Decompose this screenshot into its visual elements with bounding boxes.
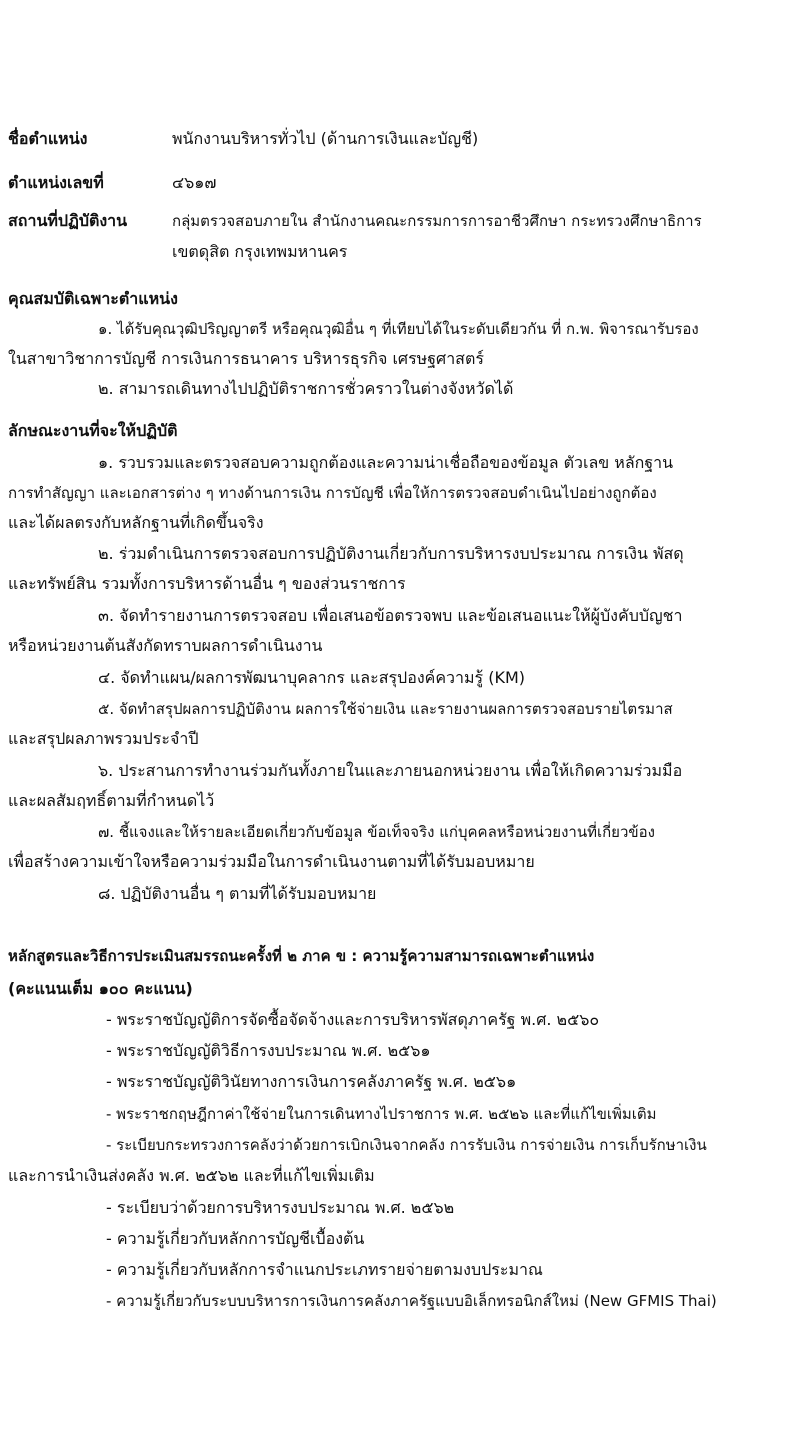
duty-5-line-2: และสรุปผลภาพรวมประจำปี: [8, 729, 199, 748]
duty-6-line-1: ๖. ประสานการทำงานร่วมกันทั้งภายในและภายนอกหน่วยงาน เพื่อให้เกิดความร่วมมือ: [98, 761, 683, 780]
qualification-item-1-line-1: ๑. ได้รับคุณวุฒิปริญญาตรี หรือคุณวุฒิอื่น ๆ ที่เทียบได้ในระดับเดียวกัน ที่ ก.พ. พิจารณารับรอง: [98, 320, 699, 338]
curriculum-item-6: - ระเบียบว่าด้วยการบริหารงบประมาณ พ.ศ. ๒๕๖๒: [106, 1198, 455, 1217]
curriculum-heading-line-2: (คะแนนเต็ม ๑๐๐ คะแนน): [8, 979, 193, 998]
duty-2-line-2: และทรัพย์สิน รวมทั้งการบริหารด้านอื่น ๆ ของส่วนราชการ: [8, 574, 406, 593]
qualification-item-1-line-2: ในสาขาวิชาการบัญชี การเงินการธนาคาร บริหารธุรกิจ เศรษฐศาสตร์: [8, 349, 484, 368]
duty-3-line-1: ๓. จัดทำรายงานการตรวจสอบ เพื่อเสนอข้อตรวจพบ และข้อเสนอแนะให้ผู้บังคับบัญชา: [98, 606, 683, 625]
position-name-label: ชื่อตำแหน่ง: [8, 129, 88, 148]
duty-4: ๔. จัดทำแผน/ผลการพัฒนาบุคลากร และสรุปองค์ความรู้ (KM): [98, 668, 526, 687]
qualifications-heading: คุณสมบัติเฉพาะตำแหน่ง: [8, 289, 178, 308]
duty-1-line-3: และได้ผลตรงกับหลักฐานที่เกิดขึ้นจริง: [8, 513, 264, 532]
duties-heading: ลักษณะงานที่จะให้ปฏิบัติ: [8, 421, 178, 440]
curriculum-item-8: - ความรู้เกี่ยวกับหลักการจำแนกประเภทรายจ่ายตามงบประมาณ: [106, 1260, 543, 1279]
curriculum-item-7: - ความรู้เกี่ยวกับหลักการบัญชีเบื้องต้น: [106, 1229, 365, 1248]
curriculum-item-3: - พระราชบัญญัติวินัยทางการเงินการคลังภาครัฐ พ.ศ. ๒๕๖๑: [106, 1072, 517, 1091]
qualification-item-2: ๒. สามารถเดินทางไปปฏิบัติราชการชั่วคราวในต่างจังหวัดได้: [98, 379, 514, 398]
duty-1-line-1: ๑. รวบรวมและตรวจสอบความถูกต้องและความน่าเชื่อถือของข้อมูล ตัวเลข หลักฐาน: [98, 453, 674, 472]
curriculum-item-5-line-2: และการนำเงินส่งคลัง พ.ศ. ๒๕๖๒ และที่แก้ไขเพิ่มเติม: [8, 1166, 375, 1185]
duty-6-line-2: และผลสัมฤทธิ์ตามที่กำหนดไว้: [8, 791, 215, 810]
curriculum-heading-line-1: หลักสูตรและวิธีการประเมินสมรรถนะครั้งที่ ๒ ภาค ข : ความรู้ความสามารถเฉพาะตำแหน่ง: [8, 947, 595, 965]
workplace-line-1: กลุ่มตรวจสอบภายใน สำนักงานคณะกรรมการการอาชีวศึกษา กระทรวงศึกษาธิการ: [172, 212, 702, 230]
duty-3-line-2: หรือหน่วยงานต้นสังกัดทราบผลการดำเนินงาน: [8, 636, 323, 655]
duty-5-line-1: ๕. จัดทำสรุปผลการปฏิบัติงาน ผลการใช้จ่ายเงิน และรายงานผลการตรวจสอบรายไตรมาส: [98, 700, 673, 718]
curriculum-item-4: - พระราชกฤษฎีกาค่าใช้จ่ายในการเดินทางไปราชการ พ.ศ. ๒๕๒๖ และที่แก้ไขเพิ่มเติม: [106, 1105, 657, 1123]
position-number-value: ๔๖๑๗: [172, 173, 217, 192]
workplace-label: สถานที่ปฏิบัติงาน: [8, 211, 128, 230]
duty-7-line-2: เพื่อสร้างความเข้าใจหรือความร่วมมือในการดำเนินงานตามที่ได้รับมอบหมาย: [8, 852, 535, 871]
curriculum-item-9: - ความรู้เกี่ยวกับระบบบริหารการเงินการคลังภาครัฐแบบอิเล็กทรอนิกส์ใหม่ (New GFMIS Thai): [106, 1292, 717, 1310]
duty-2-line-1: ๒. ร่วมดำเนินการตรวจสอบการปฏิบัติงานเกี่ยวกับการบริหารงบประมาณ การเงิน พัสดุ: [98, 544, 684, 563]
curriculum-item-2: - พระราชบัญญัติวิธีการงบประมาณ พ.ศ. ๒๕๖๑: [106, 1041, 431, 1060]
curriculum-item-5-line-1: - ระเบียบกระทรวงการคลังว่าด้วยการเบิกเงินจากคลัง การรับเงิน การจ่ายเงิน การเก็บรักษาเงิน: [106, 1136, 707, 1154]
position-name-value: พนักงานบริหารทั่วไป (ด้านการเงินและบัญชี): [172, 129, 479, 148]
curriculum-item-1: - พระราชบัญญัติการจัดซื้อจัดจ้างและการบริหารพัสดุภาครัฐ พ.ศ. ๒๕๖๐: [106, 1010, 600, 1029]
duty-1-line-2: การทำสัญญา และเอกสารต่าง ๆ ทางด้านการเงิน การบัญชี เพื่อให้การตรวจสอบดำเนินไปอย่างถูกต้อง: [8, 484, 657, 502]
duty-7-line-1: ๗. ชี้แจงและให้รายละเอียดเกี่ยวกับข้อมูล ข้อเท็จจริง แก่บุคคลหรือหน่วยงานที่เกี่ยวข้อง: [98, 823, 655, 841]
workplace-line-2: เขตดุสิต กรุงเทพมหานคร: [172, 242, 348, 261]
duty-8: ๘. ปฏิบัติงานอื่น ๆ ตามที่ได้รับมอบหมาย: [98, 884, 377, 903]
position-number-label: ตำแหน่งเลขที่: [8, 173, 104, 192]
